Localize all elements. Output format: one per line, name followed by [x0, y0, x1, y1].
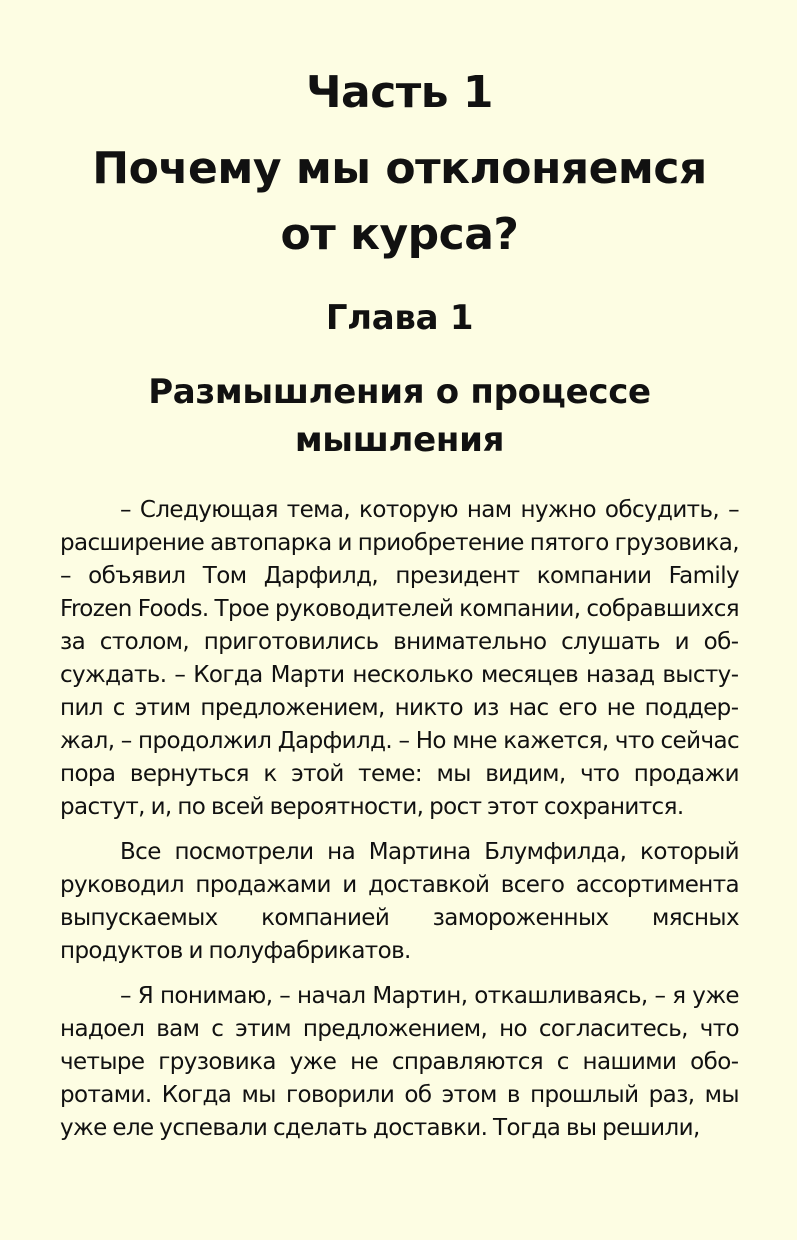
part-heading: Часть 1: [305, 67, 494, 118]
chapter-title: Размышления о процессе мышления: [148, 372, 651, 460]
paragraph: – Следующая тема, которую нам нужно обсудить, – расширение автопарка и приобретение пятого грузовика, – объявил Том Дарфилд, президент компании Family Frozen Foods. Трое руководителей компании, собравшихся за столом, приготовились внимательно слушать и обсуждать. – Когда Марти несколько месяцев назад выступил с этим предложением, никто из нас его не поддержал, – продолжил Дарфилд. – Но мне кажется, что сейчас пора вернуться к этой теме: мы видим, что продажи растут, и, по всей вероятности, рост этот сохранится.: [60, 497, 739, 820]
chapter-heading: Глава 1: [325, 298, 474, 338]
body-text: [60, 494, 739, 1145]
paragraph: – Я понимаю, – начал Мартин, откашливаясь, – я уже надоел вам с этим предложением, но согласитесь, что четыре грузовика уже не справляются с нашими оборотами. Когда мы говорили об этом в прошлый раз, мы уже еле успевали сделать доставки. Тогда вы решили,: [60, 983, 739, 1141]
paragraph: Все посмотрели на Мартина Блумфилда, который руководил продажами и доставкой всего ассортимента выпускаемых компанией замороженных мясных продуктов и полуфабрикатов.: [60, 839, 739, 964]
part-title: Почему мы отклоняемся от курса?: [92, 143, 707, 260]
